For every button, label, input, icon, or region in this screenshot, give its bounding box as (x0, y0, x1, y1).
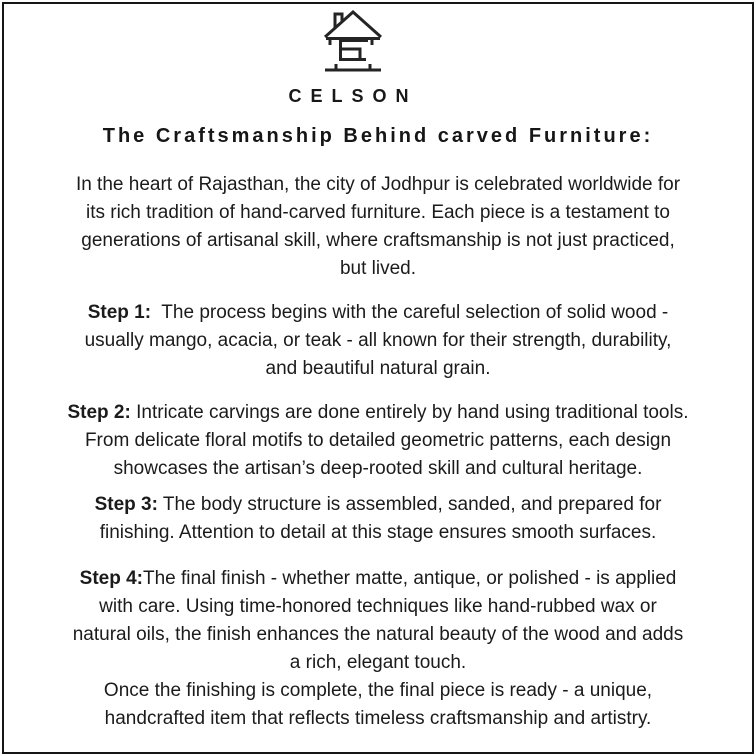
step-3-label: Step 3: (94, 494, 158, 515)
text-line: but lived. (339, 258, 417, 279)
step-4-text: The final finish - whether matte, antique, or polished - is applied (143, 568, 677, 589)
text-line: usually mango, acacia, or teak - all known for their strength, durability, (84, 330, 672, 351)
step-1-paragraph (4, 299, 752, 383)
monogram-inner-stroke (342, 49, 360, 58)
text-line: From delicate floral motifs to detailed geometric patterns, each design (84, 430, 672, 451)
step-1-text: The process begins with the careful selection of solid wood - (151, 302, 669, 323)
step-1-label: Step 1: (87, 302, 152, 323)
text-line: with care. Using time-honored techniques like hand-rubbed wax or (99, 596, 657, 617)
text-line: handcrafted item that reflects timeless craftsmanship and artistry. (104, 708, 652, 729)
step-3-paragraph (4, 491, 752, 547)
house-with-s-monogram-icon (324, 9, 382, 73)
ground-stroke (325, 64, 381, 70)
text-line: Once the finishing is complete, the final piece is ready - a unique, (103, 680, 653, 701)
step-2-text: Intricate carvings are done entirely by hand using traditional tools. (130, 402, 689, 423)
text-line: generations of artisanal skill, where craftsmanship is not just practiced, (81, 230, 675, 251)
text-line (4, 491, 752, 519)
page-title: The Craftsmanship Behind carved Furniture: (102, 125, 654, 147)
intro-paragraph (4, 171, 752, 283)
step-4-paragraph (4, 565, 752, 677)
text-line: its rich tradition of hand-carved furniture. Each piece is a testament to (85, 202, 671, 223)
text-line (4, 299, 752, 327)
step-2-paragraph (4, 399, 752, 483)
text-line: and beautiful natural grain. (265, 358, 491, 379)
step-4-label: Step 4: (79, 568, 143, 589)
text-line (4, 399, 752, 427)
closing-paragraph (4, 677, 752, 733)
step-3-text: The body structure is assembled, sanded, and prepared for (157, 494, 662, 515)
document-card (2, 2, 754, 754)
text-line: natural oils, the finish enhances the natural beauty of the wood and adds (72, 624, 684, 645)
text-line: showcases the artisan’s deep-rooted skill and cultural heritage. (113, 458, 643, 479)
step-2-label: Step 2: (67, 402, 131, 423)
text-line: In the heart of Rajasthan, the city of Jodhpur is celebrated worldwide for (75, 174, 681, 195)
roof-stroke (325, 12, 381, 37)
text-line (4, 565, 752, 593)
text-line: a rich, elegant touch. (289, 652, 467, 673)
brand-header (2, 9, 727, 107)
brand-name: CELSON (288, 86, 418, 106)
text-line: finishing. Attention to detail at this stage ensures smooth surfaces. (99, 522, 657, 543)
